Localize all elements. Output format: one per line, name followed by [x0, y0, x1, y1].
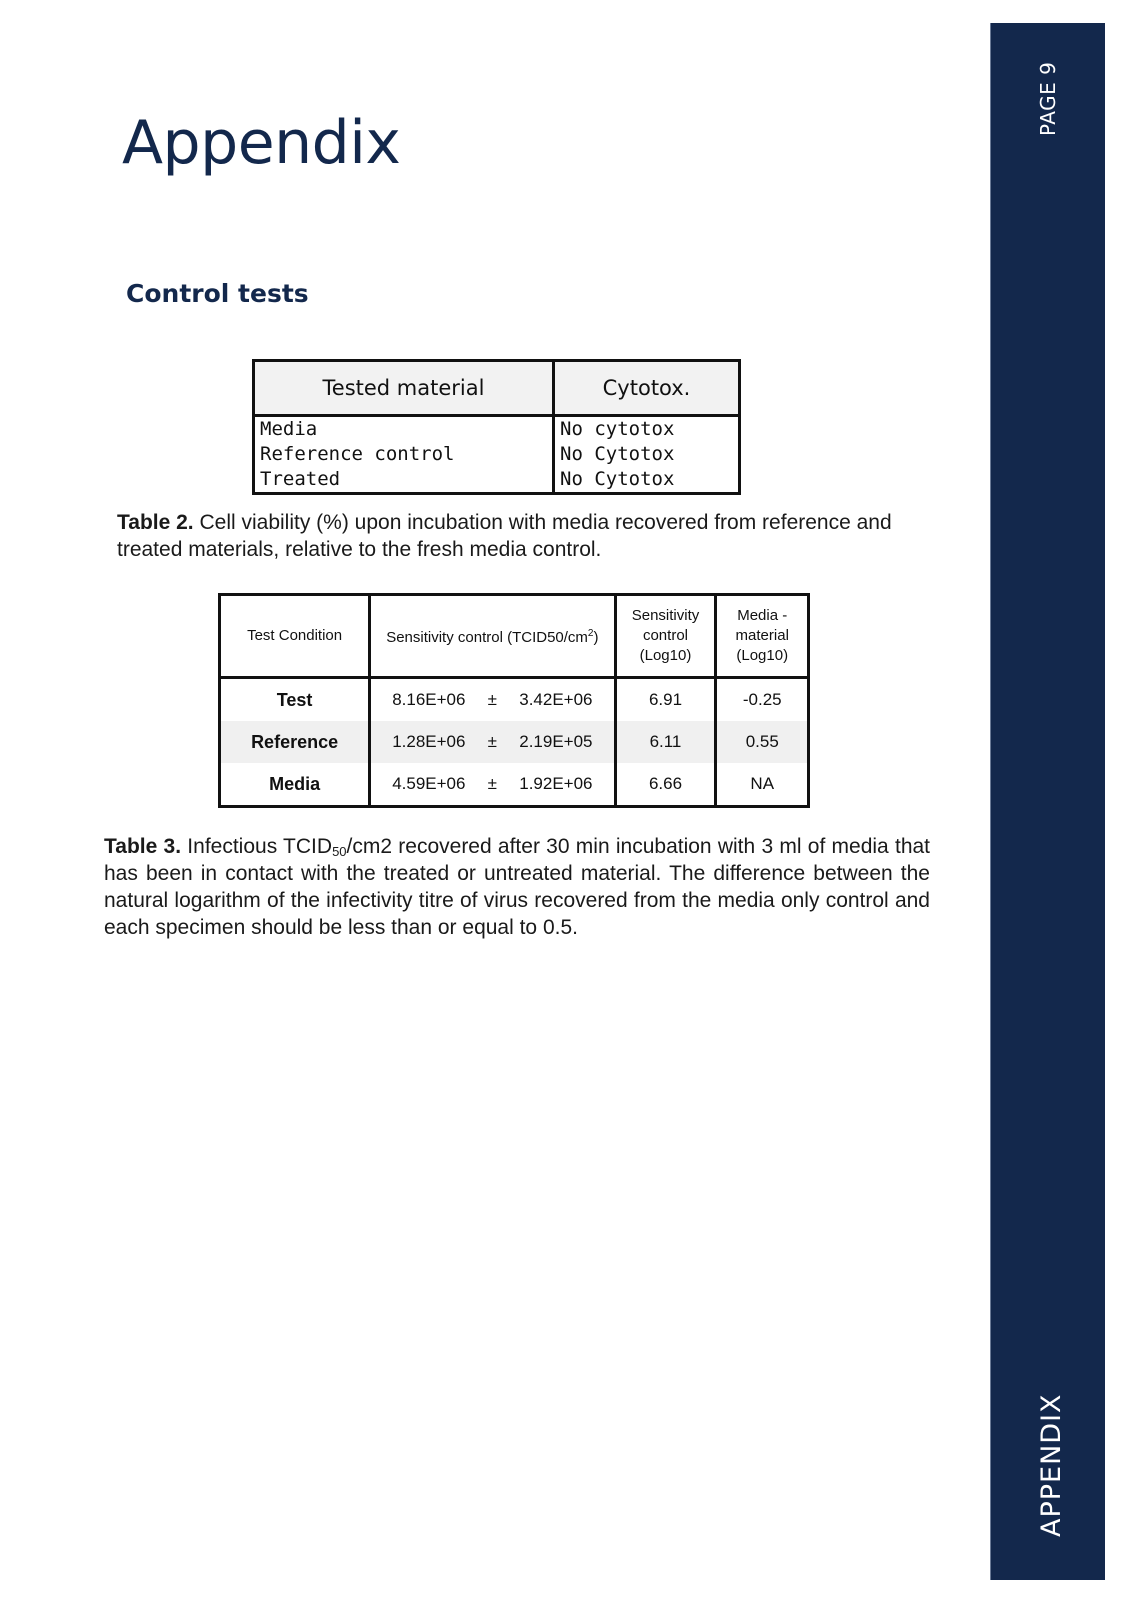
cell-diff: NA [716, 763, 809, 807]
cytotox-table [252, 359, 741, 495]
sensitivity-table [218, 593, 810, 808]
cell-diff: -0.25 [716, 678, 809, 722]
cell-material: Reference control [254, 442, 554, 467]
header-media-minus-material: Media - material (Log10) [716, 595, 809, 678]
header-test-condition: Test Condition [220, 595, 370, 678]
table-header-row [220, 595, 809, 678]
cell-cytotox: No cytotox [554, 416, 740, 443]
header-tested-material: Tested material [254, 361, 554, 416]
table-row [254, 467, 740, 494]
caption-label: Table 2. [117, 511, 194, 534]
header-cytotox: Cytotox. [554, 361, 740, 416]
cell-condition: Media [220, 763, 370, 807]
sidebar-band [990, 23, 1105, 1580]
cell-log: 6.11 [615, 721, 716, 763]
section-title: Control tests [126, 279, 309, 308]
table-row [220, 678, 809, 722]
section-tab-label: APPENDIX [1036, 1393, 1067, 1537]
cell-cytotox: No Cytotox [554, 467, 740, 494]
cell-condition: Test [220, 678, 370, 722]
page-title: Appendix [122, 108, 401, 178]
table-row [220, 721, 809, 763]
table-2-caption [117, 509, 937, 563]
cell-sensitivity: 1.28E+06 ± 2.19E+05 [370, 721, 615, 763]
cell-log: 6.91 [615, 678, 716, 722]
caption-label: Table 3. [104, 835, 182, 858]
cell-diff: 0.55 [716, 721, 809, 763]
caption-text: Cell viability (%) upon incubation with media recovered from reference and treated materials, relative to the fresh media control. [117, 511, 892, 561]
table-row [254, 416, 740, 443]
table-row [254, 442, 740, 467]
cell-cytotox: No Cytotox [554, 442, 740, 467]
page-number: PAGE 9 [1036, 61, 1060, 136]
cell-material: Media [254, 416, 554, 443]
table-3-caption: Table 3. Infectious $TCID_{50}/cm2$ recovered after 30 min incubation with 3 ml of media that has been in contact with the treated or untreated material. The difference between the natural logarithm of the infectivity titre of virus recovered from the media only control and each specimen should be less than or equal to 0.5. [104, 835, 931, 939]
cell-condition: Reference [220, 721, 370, 763]
header-sensitivity-control: Sensitivity control $(TCID50/cm^2)$ [370, 595, 615, 678]
cell-sensitivity: 8.16E+06 ± 3.42E+06 [370, 678, 615, 722]
header-sensitivity-log: Sensitivity control (Log10) [615, 595, 716, 678]
table-header-row [254, 361, 740, 416]
table-row [220, 763, 809, 807]
cell-material: Treated [254, 467, 554, 494]
cell-log: 6.66 [615, 763, 716, 807]
cell-sensitivity: 4.59E+06 ± 1.92E+06 [370, 763, 615, 807]
